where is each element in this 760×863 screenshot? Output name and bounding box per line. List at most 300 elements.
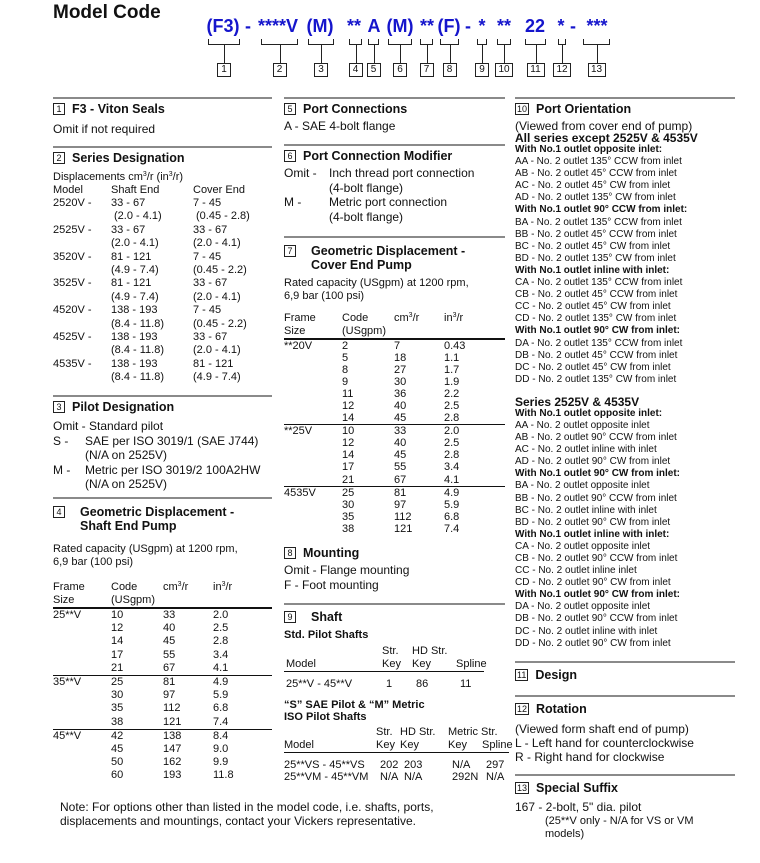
table-cell: 25**VM - 45**VM xyxy=(284,771,369,783)
orientation-option: BC - No. 2 outlet 45° CW from inlet xyxy=(515,240,671,252)
table-row xyxy=(284,511,505,523)
option-item xyxy=(284,195,505,210)
column-header-line: $in^3/r$ xyxy=(444,312,464,324)
table-cell: 2.5 xyxy=(444,400,460,413)
orientation-group-heading: With No.1 outlet opposite inlet: xyxy=(515,144,663,155)
table-cell: (0.45 - 2.2) xyxy=(193,317,247,330)
code-segment: (M) xyxy=(386,16,414,36)
code-segment: ** xyxy=(496,16,512,36)
table-cell: 2.5 xyxy=(444,437,460,450)
table-row xyxy=(284,352,505,364)
orientation-option: CB - No. 2 outlet 45° CCW from inlet xyxy=(515,289,678,301)
section-10 xyxy=(515,97,735,650)
table-cell: 33 - 67 xyxy=(111,197,146,209)
code-segment: ****V xyxy=(257,16,299,36)
section-13 xyxy=(515,774,735,841)
table-cell: 33 - 67 xyxy=(193,330,228,343)
suffix-option: 167 - 2-bolt, 5" dia. pilot xyxy=(515,800,642,814)
table-row xyxy=(284,499,505,511)
rotation-option: L - Left hand for counterclockwise xyxy=(515,736,694,750)
code-segment: (M) xyxy=(306,16,334,36)
section-number: 3 xyxy=(53,401,65,413)
column-header-line: (USgpm) xyxy=(342,324,387,337)
table-row xyxy=(53,676,272,689)
code-stem xyxy=(356,45,357,63)
code-segment: *** xyxy=(586,16,608,36)
table-header xyxy=(284,645,487,672)
option-description: Metric port connection xyxy=(329,195,448,209)
orientation-option: BB - No. 2 outlet 45° CCW from inlet xyxy=(515,228,677,240)
table-cell: 4.9 xyxy=(213,675,229,688)
frame-group xyxy=(53,608,272,675)
table-cell: 14 xyxy=(111,635,124,648)
orientation-option: DA - No. 2 outlet 135° CCW from inlet xyxy=(515,337,683,349)
table-cell: 18 xyxy=(394,352,407,365)
orientation-option: DB - No. 2 outlet 45° CCW from inlet xyxy=(515,349,678,361)
table-cell: 9.0 xyxy=(213,742,229,755)
table-cell: 33 - 67 xyxy=(111,223,146,236)
table-cell: 138 - 193 xyxy=(111,357,158,370)
table-cell: (4.9 - 7.4) xyxy=(111,290,159,303)
column-header xyxy=(444,312,463,325)
table-cell: (4.9 - 7.4) xyxy=(111,263,159,276)
table-row xyxy=(53,689,272,702)
code-position-label: 2 xyxy=(273,63,287,77)
column-header-line: Metric Str. xyxy=(448,726,498,738)
section-number: 12 xyxy=(517,704,528,714)
table-cell: 3.4 xyxy=(444,461,460,474)
table-cell: 2.8 xyxy=(213,635,229,648)
column-header xyxy=(382,645,401,670)
table-cell: 86 xyxy=(416,678,429,690)
orientation-option: CC - No. 2 outlet 45° CW from inlet xyxy=(515,301,671,313)
table-cell: (8.4 - 11.8) xyxy=(111,371,164,384)
column-header xyxy=(482,726,513,751)
table-cell: 6.8 xyxy=(213,702,229,715)
table-row xyxy=(284,437,505,449)
section-number: 11 xyxy=(517,670,527,680)
table-row xyxy=(53,197,272,210)
section-1 xyxy=(53,97,272,137)
table-row xyxy=(53,210,272,223)
table-cell: (4.9 - 7.4) xyxy=(193,371,241,384)
frame-size: 35**V xyxy=(53,675,82,688)
table-cell: 4.9 xyxy=(444,486,460,499)
code-stem xyxy=(536,45,537,63)
table-header xyxy=(284,312,505,339)
table-cell: 2.8 xyxy=(444,449,460,462)
column-header-line: Str. xyxy=(382,645,399,657)
frame-size: **20V xyxy=(284,340,313,352)
orientation-option: DC - No. 2 outlet 45° CW from inlet xyxy=(515,361,671,373)
table-row xyxy=(284,364,505,376)
table-row xyxy=(53,622,272,635)
code-stem xyxy=(427,45,428,63)
code-position-label: 11 xyxy=(527,63,545,77)
rated-capacity: Rated capacity (USgpm) at 1200 rpm, 6,9 bar (100 psi) xyxy=(284,277,469,302)
rotation-option: R - Right hand for clockwise xyxy=(515,750,665,764)
table-row xyxy=(53,304,272,317)
table-cell: 33 xyxy=(163,609,176,621)
displacements-caption: Displacements $cm^3/r$ $(in^3/r)$ xyxy=(53,171,184,183)
section-number: 8 xyxy=(284,547,296,559)
column-header-line: Key xyxy=(400,738,419,751)
code-position-label: 7 xyxy=(420,63,434,77)
table-cell: 81 xyxy=(163,675,176,688)
iso-pilot-shafts-title: “S” SAE Pilot & “M” Metric ISO Pilot Shafts xyxy=(284,699,425,723)
orientation-group-heading: With No.1 outlet inline with inlet: xyxy=(515,264,670,276)
table-cell: 97 xyxy=(163,689,176,702)
column-header-line: Key xyxy=(412,657,431,670)
table-cell: 42 xyxy=(111,729,124,742)
table-cell: 7 - 45 xyxy=(193,197,222,209)
table-cell: 2.8 xyxy=(444,412,460,425)
orientation-option: BB - No. 2 outlet 90° CCW from inlet xyxy=(515,492,677,504)
table-row xyxy=(53,318,272,331)
orientation-option: DB - No. 2 outlet 90° CCW from inlet xyxy=(515,613,678,625)
code-segment: - xyxy=(245,16,251,36)
column-header xyxy=(213,581,232,594)
table-cell: 202 xyxy=(380,759,399,771)
superscript: 3 xyxy=(452,312,457,319)
column-header xyxy=(376,726,395,751)
table-cell: 36 xyxy=(394,388,407,401)
table-cell: 7 xyxy=(394,340,401,352)
table-cell: (2.0 - 4.1) xyxy=(193,290,241,303)
table-cell: 14 xyxy=(342,449,355,462)
section-title: Rotation xyxy=(536,702,587,716)
table-row xyxy=(284,376,505,388)
table-cell: 10 xyxy=(111,609,124,621)
column-header-line xyxy=(284,726,314,739)
column-header-line: $in^3/r$ xyxy=(213,581,233,593)
code-stem xyxy=(321,45,322,63)
section-title: Mounting xyxy=(303,546,360,560)
table-row xyxy=(53,635,272,648)
code-segment: - xyxy=(570,16,576,36)
table-row xyxy=(53,277,272,290)
column-header-line: Code xyxy=(111,581,138,593)
section-title: Shaft xyxy=(311,610,343,624)
table-cell: 40 xyxy=(394,437,407,450)
table-row xyxy=(53,743,272,756)
table-cell: 97 xyxy=(394,498,407,511)
column-header xyxy=(284,312,316,337)
table-cell: 2.0 xyxy=(213,609,229,621)
frame-group xyxy=(53,675,272,729)
orientation-group-heading: With No.1 outlet 90° CW from inlet: xyxy=(515,589,681,601)
code-stem xyxy=(562,45,563,63)
column-header xyxy=(284,726,314,751)
column-header-line: Code xyxy=(342,312,369,324)
table-cell: 8.4 xyxy=(213,729,229,742)
table-row xyxy=(53,264,272,277)
table-row xyxy=(53,649,272,662)
section-number: 2 xyxy=(53,152,65,164)
table-cell: 50 xyxy=(111,756,124,769)
code-stem xyxy=(597,45,598,63)
table-cell: 25 xyxy=(342,486,355,499)
table-row xyxy=(53,344,272,357)
orientation-option: BA - No. 2 outlet 135° CCW from inlet xyxy=(515,216,682,228)
table-cell: 5.9 xyxy=(444,498,460,511)
table-cell: N/A xyxy=(452,759,471,771)
section-title: Design xyxy=(535,668,578,682)
section-3 xyxy=(53,395,272,492)
code-position-label: 12 xyxy=(553,63,571,77)
table-cell: (0.45 - 2.2) xyxy=(193,263,247,276)
table-cell: 4525V - xyxy=(53,330,92,343)
table-cell: 9.9 xyxy=(213,756,229,769)
table-cell: (8.4 - 11.8) xyxy=(111,344,164,357)
table-cell: 55 xyxy=(163,648,176,661)
orientation-group-heading: With No.1 outlet 90° CW from inlet: xyxy=(515,325,681,337)
frame-size: 45**V xyxy=(53,729,82,742)
column-header xyxy=(394,312,419,325)
table-cell: 11.8 xyxy=(213,769,234,782)
table-cell: 2525V - xyxy=(53,223,92,236)
table-cell: 147 xyxy=(163,742,182,755)
table-cell: 38 xyxy=(111,715,124,728)
table-cell: (2.0 - 4.1) xyxy=(193,344,241,357)
option-note: (4-bolt flange) xyxy=(329,180,404,195)
table-cell: 30 xyxy=(394,376,407,389)
table-cell: 38 xyxy=(342,522,355,535)
section-number: 9 xyxy=(284,611,296,623)
table-cell: 12 xyxy=(111,622,124,635)
column-header-line: $cm^3/r$ xyxy=(163,581,189,593)
suffix-note: (25**V only - N/A for VS or VM models) xyxy=(545,814,694,840)
column-header-line: HD Str. xyxy=(400,726,436,738)
table-cell: 45 xyxy=(394,449,407,462)
orientation-block-title: All series except 2525V & 4535V xyxy=(515,131,698,145)
table-cell: 33 xyxy=(394,425,407,438)
table-row xyxy=(53,331,272,344)
table-cell: (2.0 - 4.1) xyxy=(193,237,241,250)
table-row xyxy=(53,251,272,264)
rotation-viewed-note: (Viewed form shaft end of pump) xyxy=(515,722,689,736)
table-cell: 2520V - xyxy=(53,197,92,209)
table-row xyxy=(53,716,272,729)
orientation-option: BA - No. 2 outlet opposite inlet xyxy=(515,480,650,492)
column-header-line: $cm^3/r$ xyxy=(394,312,420,324)
section-7 xyxy=(284,236,505,535)
table-cell: 112 xyxy=(394,510,412,523)
code-segment: (F3) xyxy=(206,16,240,36)
orientation-group-heading: With No.1 outlet opposite inlet: xyxy=(515,407,663,419)
table-row xyxy=(284,523,505,535)
option-note: (N/A on 2525V) xyxy=(85,477,168,491)
option-note: (4-bolt flange) xyxy=(329,209,404,224)
table-cell: 45 xyxy=(111,742,124,755)
frame-size: 25**V xyxy=(53,609,82,621)
table-row xyxy=(53,371,272,384)
code-segment: ** xyxy=(346,16,362,36)
table-cell: 81 - 121 xyxy=(111,250,152,263)
table-row xyxy=(53,237,272,250)
table-cell: 33 - 67 xyxy=(193,223,228,236)
section-title: Series Designation xyxy=(72,151,185,165)
table-cell: 2 xyxy=(342,340,349,352)
table-row xyxy=(284,678,484,690)
option-code: Omit - xyxy=(284,166,317,180)
column-header-line xyxy=(456,645,487,658)
code-segment: - xyxy=(465,16,471,36)
column-header-line: Str. xyxy=(376,726,393,738)
table-cell: 9 xyxy=(342,376,349,389)
table-cell: 40 xyxy=(163,622,176,635)
table-cell: 33 - 67 xyxy=(193,277,228,290)
pilot-omit: Omit - Standard pilot xyxy=(53,419,164,433)
orientation-option: DD - No. 2 outlet 135° CW from inlet xyxy=(515,373,677,385)
table-cell: 67 xyxy=(394,473,407,486)
table-row xyxy=(284,388,505,400)
orientation-option: DD - No. 2 outlet 90° CW from inlet xyxy=(515,637,671,649)
code-segment: ** xyxy=(419,16,435,36)
column-header xyxy=(286,645,316,670)
column-header-line: Frame xyxy=(53,581,85,593)
code-position-label: 8 xyxy=(443,63,457,77)
footer-note: Note: For options other than listed in the model code, i.e. shafts, ports, displacements and mountings, contact your Vickers representative. xyxy=(60,800,434,828)
column-header-line: Key xyxy=(448,738,467,751)
table-cell: 2.0 xyxy=(444,425,460,438)
section-number: 7 xyxy=(284,245,296,257)
option-item xyxy=(53,463,272,478)
orientation-group-heading: With No.1 outlet inline with inlet: xyxy=(515,528,670,540)
table-row xyxy=(53,769,272,782)
table-cell: 81 - 121 xyxy=(193,357,234,370)
rated-capacity: Rated capacity (USgpm) at 1200 rpm, 6,9 bar (100 psi) xyxy=(53,543,238,568)
table-cell: 2.5 xyxy=(213,622,229,635)
table-row xyxy=(284,474,505,486)
table-cell: 138 - 193 xyxy=(111,304,158,317)
table-row xyxy=(53,702,272,715)
superscript: 3 xyxy=(221,581,226,588)
option-description: Metric per ISO 3019/2 100A2HW xyxy=(85,462,261,477)
table-cell: 112 xyxy=(163,702,181,715)
table-cell: 193 xyxy=(163,769,182,782)
section-2 xyxy=(53,146,272,384)
table-cell: 35 xyxy=(111,702,124,715)
orientation-option: CC - No. 2 outlet inline inlet xyxy=(515,565,637,577)
table-row xyxy=(53,662,272,675)
column-header-line: HD Str. xyxy=(412,645,448,657)
viewed-note: (Viewed from cover end of pump) xyxy=(515,119,693,133)
table-cell: 3525V - xyxy=(53,277,92,290)
orientation-option: BD - No. 2 outlet 90° CW from inlet xyxy=(515,516,671,528)
table-cell: 4.1 xyxy=(213,661,229,674)
shaft-end-displacement-table xyxy=(53,581,272,782)
section-title: Special Suffix xyxy=(536,781,618,795)
orientation-option: BC - No. 2 outlet inline with inlet xyxy=(515,504,657,516)
table-cell: 60 xyxy=(111,769,124,782)
section-number: 10 xyxy=(517,104,528,114)
code-position-label: 6 xyxy=(393,63,407,77)
code-position-label: 10 xyxy=(495,63,513,77)
table-cell: 203 xyxy=(404,759,423,771)
code-stem xyxy=(400,45,401,63)
table-cell: (2.0 - 4.1) xyxy=(111,237,159,250)
table-row xyxy=(53,291,272,304)
table-header xyxy=(284,726,513,753)
column-header-line: Model xyxy=(286,657,316,670)
orientation-option: AC - No. 2 outlet 45° CW from inlet xyxy=(515,180,671,192)
option-note: (N/A on 2525V) xyxy=(85,448,168,462)
table-cell: 21 xyxy=(342,473,355,486)
section-text: Omit if not required xyxy=(53,122,156,136)
table-cell: N/A xyxy=(486,771,505,783)
section-6 xyxy=(284,144,505,224)
table-cell: 121 xyxy=(394,522,413,535)
table-cell: 8 xyxy=(342,364,349,377)
code-position-label: 1 xyxy=(217,63,231,77)
table-cell: 121 xyxy=(163,715,182,728)
table-row xyxy=(284,425,505,437)
code-segment: 22 xyxy=(524,16,546,36)
section-title: Geometric Displacement - Shaft End Pump xyxy=(80,505,235,533)
table-cell: 12 xyxy=(342,437,355,450)
table-cell: 138 - 193 xyxy=(111,330,158,343)
table-row xyxy=(53,756,272,769)
table-cell: 25**V - 45**V xyxy=(286,678,353,690)
table-cell: 292N xyxy=(452,771,479,783)
frame-group xyxy=(284,424,505,485)
section-number: 5 xyxy=(284,103,296,115)
table-row xyxy=(284,340,505,352)
table-cell: 40 xyxy=(394,400,407,413)
column-header xyxy=(400,726,435,751)
orientation-block-title: Series 2525V & 4535V xyxy=(515,394,640,409)
superscript: 3 xyxy=(177,581,182,588)
orientation-option: CA - No. 2 outlet opposite inlet xyxy=(515,540,651,552)
table-row xyxy=(53,609,272,622)
table-cell: 138 xyxy=(163,729,182,742)
table-row xyxy=(284,771,509,783)
code-stem xyxy=(450,45,451,63)
mounting-option: F - Foot mounting xyxy=(284,577,379,592)
table-header xyxy=(53,581,272,608)
table-cell: 3520V - xyxy=(53,250,92,263)
section-text: A - SAE 4-bolt flange xyxy=(284,119,396,133)
table-cell: 7 - 45 xyxy=(193,304,222,317)
column-header-line xyxy=(286,645,316,658)
frame-group xyxy=(284,339,505,424)
column-header: Cover End xyxy=(193,184,245,196)
table-cell: 45 xyxy=(163,635,176,648)
table-row xyxy=(284,449,505,461)
orientation-option: DC - No. 2 outlet inline with inlet xyxy=(515,625,658,637)
mounting-option: Omit - Flange mounting xyxy=(284,563,410,577)
column-header-line: Model xyxy=(284,738,314,751)
section-title: F3 - Viton Seals xyxy=(72,102,165,116)
orientation-option: AB - No. 2 outlet 90° CCW from inlet xyxy=(515,432,677,444)
section-8 xyxy=(284,546,409,592)
column-header-line: Spline xyxy=(456,657,487,670)
section-title: Port Orientation xyxy=(536,102,632,116)
table-cell: 7 - 45 xyxy=(193,250,222,263)
section-number: 6 xyxy=(284,150,296,162)
orientation-option: AB - No. 2 outlet 45° CCW from inlet xyxy=(515,168,677,180)
orientation-option: DA - No. 2 outlet opposite inlet xyxy=(515,601,651,613)
table-cell: 0.43 xyxy=(444,340,466,352)
column-header-line: Size xyxy=(284,324,306,337)
table-cell: 81 - 121 xyxy=(111,277,152,290)
option-code: M - xyxy=(284,195,302,209)
table-row xyxy=(53,730,272,743)
code-stem xyxy=(504,45,505,63)
table-row xyxy=(284,400,505,412)
table-row xyxy=(284,461,505,473)
